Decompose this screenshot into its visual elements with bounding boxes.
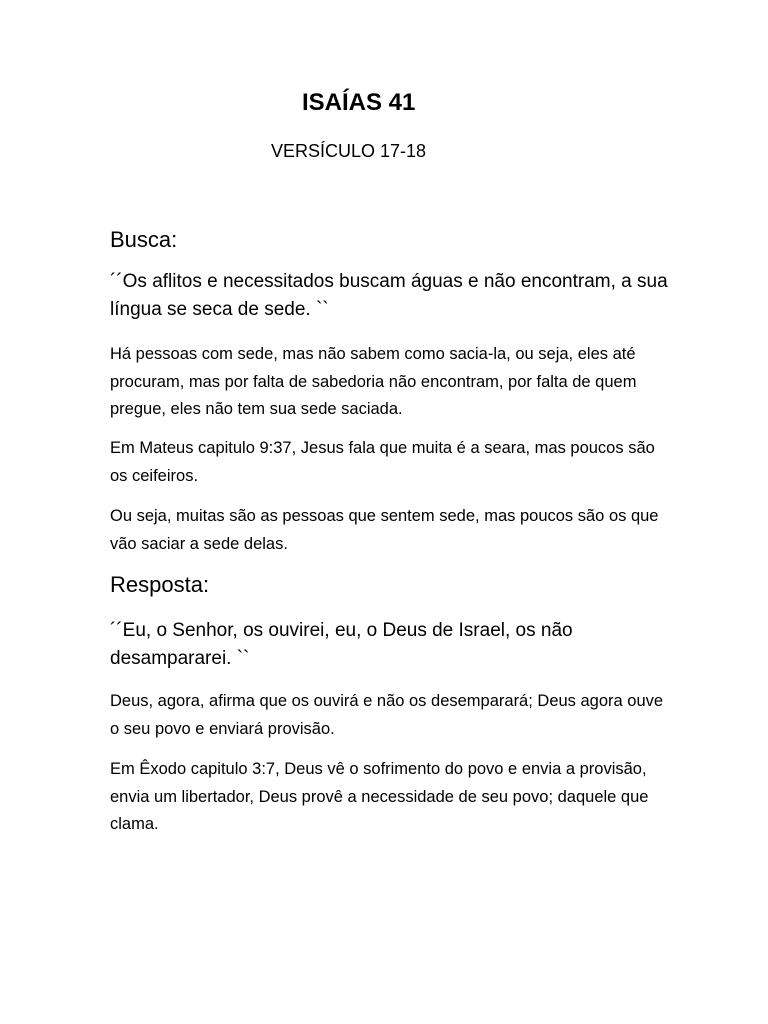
paragraph: Em Êxodo capitulo 3:7, Deus vê o sofrimento do povo e envia a provisão, envia um libertador, Deus provê a necessidade de seu povo; daquele que clama. [110, 760, 649, 833]
document-subtitle: VERSÍCULO 17-18 [271, 141, 427, 161]
paragraph: Ou seja, muitas são as pessoas que sentem sede, mas poucos são os que vão saciar a sede delas. [110, 507, 659, 553]
paragraph: Em Mateus capitulo 9:37, Jesus fala que muita é a seara, mas poucos são os ceifeiros. [110, 439, 655, 485]
paragraph: Há pessoas com sede, mas não sabem como sacia-la, ou seja, eles até procuram, mas por falta de sabedoria não encontram, por falta de quem pregue, eles não tem sua sede saciada. [110, 345, 637, 418]
paragraph: Deus, agora, afirma que os ouvirá e não os desemparará; Deus agora ouve o seu povo e enviará provisão. [110, 692, 664, 738]
section-heading-busca: Busca: [110, 227, 178, 252]
section-heading-resposta: Resposta: [110, 572, 210, 597]
section-quote-busca: ´´Os aflitos e necessitados buscam águas e não encontram, a sua língua se seca de sede. `` [110, 271, 668, 320]
document-title: ISAÍAS 41 [302, 89, 416, 116]
section-quote-resposta: ´´Eu, o Senhor, os ouvirei, eu, o Deus de Israel, os não desampararei. `` [110, 620, 573, 669]
